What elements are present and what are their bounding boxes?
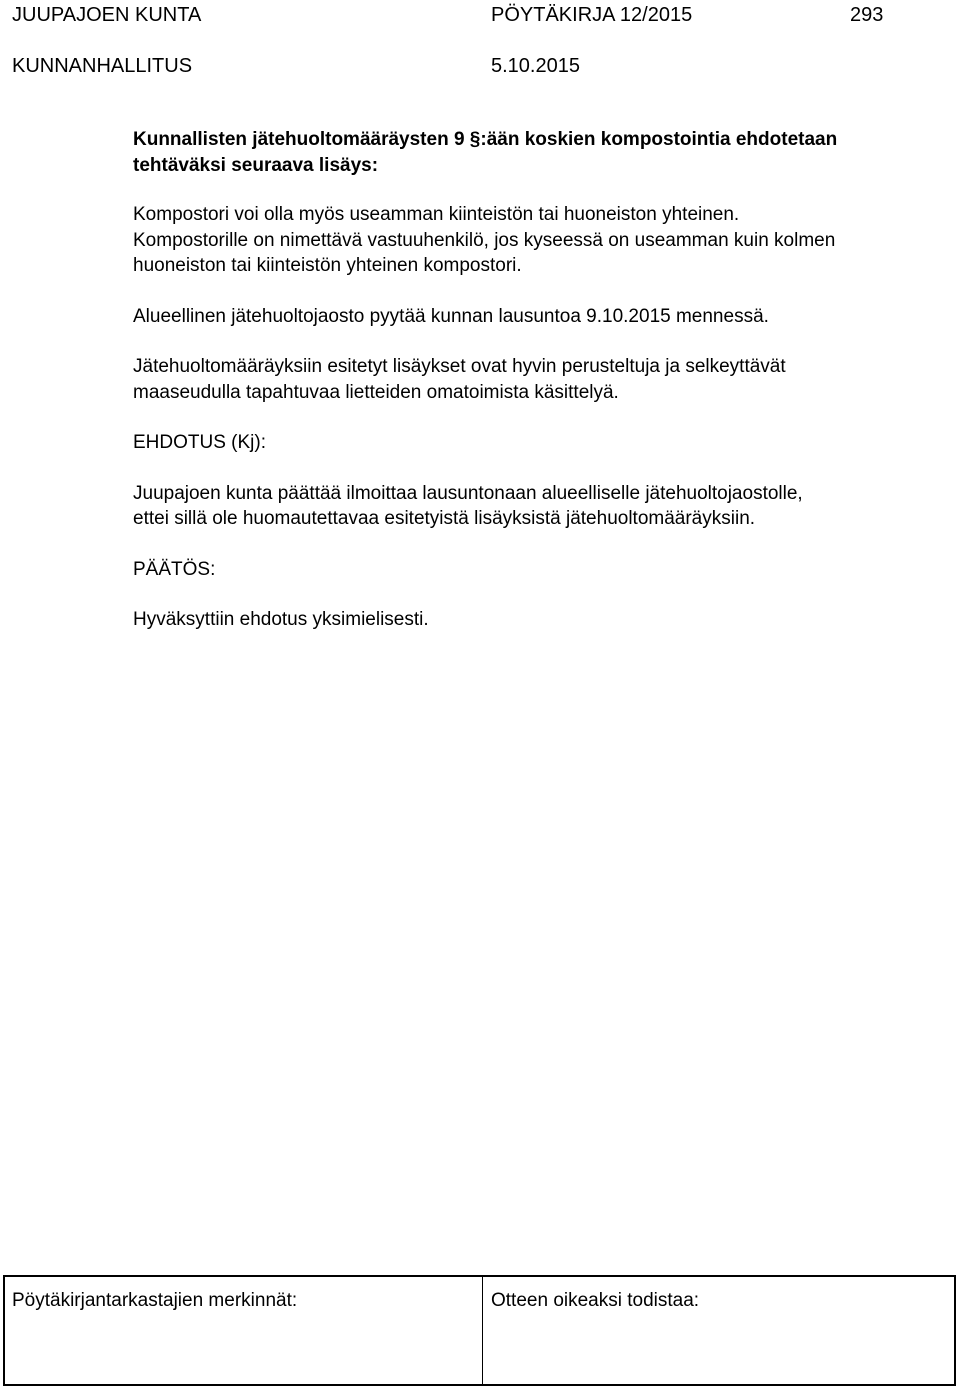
paragraph-justification	[133, 354, 953, 405]
proposal-text-line-1: Juupajoen kunta päättää ilmoittaa lausuntonaan alueelliselle jätehuoltojaostolle,	[133, 482, 803, 504]
header-body: KUNNANHALLITUS	[12, 55, 193, 77]
footer-certify-label: Otteen oikeaksi todistaa:	[491, 1290, 700, 1311]
proposal-text-line-2: ettei sillä ole huomautettavaa esitetyistä lisäyksistä jätehuoltomääräyksiin.	[133, 508, 756, 529]
footer-reviewers-label: Pöytäkirjantarkastajien merkinnät:	[12, 1290, 298, 1311]
proposal-label: EHDOTUS (Kj):	[133, 432, 266, 453]
paragraph-deadline: Alueellinen jätehuoltojaosto pyytää kunnan lausuntoa 9.10.2015 mennessä.	[133, 305, 769, 327]
decision-label: PÄÄTÖS:	[133, 558, 216, 580]
decision-text: Hyväksyttiin ehdotus yksimielisesti.	[133, 609, 429, 630]
document-body	[133, 127, 953, 633]
section-title-line-2: tehtäväksi seuraava lisäys:	[133, 154, 379, 176]
paragraph-composter-line-1: Kompostori voi olla myös useamman kiinteistön tai huoneiston yhteinen.	[133, 204, 740, 225]
section-title	[133, 127, 953, 178]
paragraph-justification-line-2: maaseudulla tapahtuvaa lietteiden omatoimista käsittelyä.	[133, 381, 619, 403]
header-document-number: PÖYTÄKIRJA 12/2015	[491, 4, 693, 26]
header-page-number: 293	[850, 4, 884, 26]
proposal-text	[133, 481, 953, 532]
paragraph-composter	[133, 202, 953, 279]
header-org: JUUPAJOEN KUNTA	[12, 4, 202, 26]
section-title-line-1: Kunnallisten jätehuoltomääräysten 9 §:ään koskien kompostointia ehdotetaan	[133, 129, 838, 150]
paragraph-composter-line-3: huoneiston tai kiinteistön yhteinen kompostori.	[133, 255, 522, 276]
paragraph-composter-line-2: Kompostorille on nimettävä vastuuhenkilö, jos kyseessä on useamman kuin kolmen	[133, 229, 836, 251]
header-date: 5.10.2015	[491, 55, 580, 77]
footer-divider	[482, 1275, 483, 1386]
paragraph-justification-line-1: Jätehuoltomääräyksiin esitetyt lisäykset ovat hyvin perusteltuja ja selkeyttävät	[133, 356, 786, 377]
